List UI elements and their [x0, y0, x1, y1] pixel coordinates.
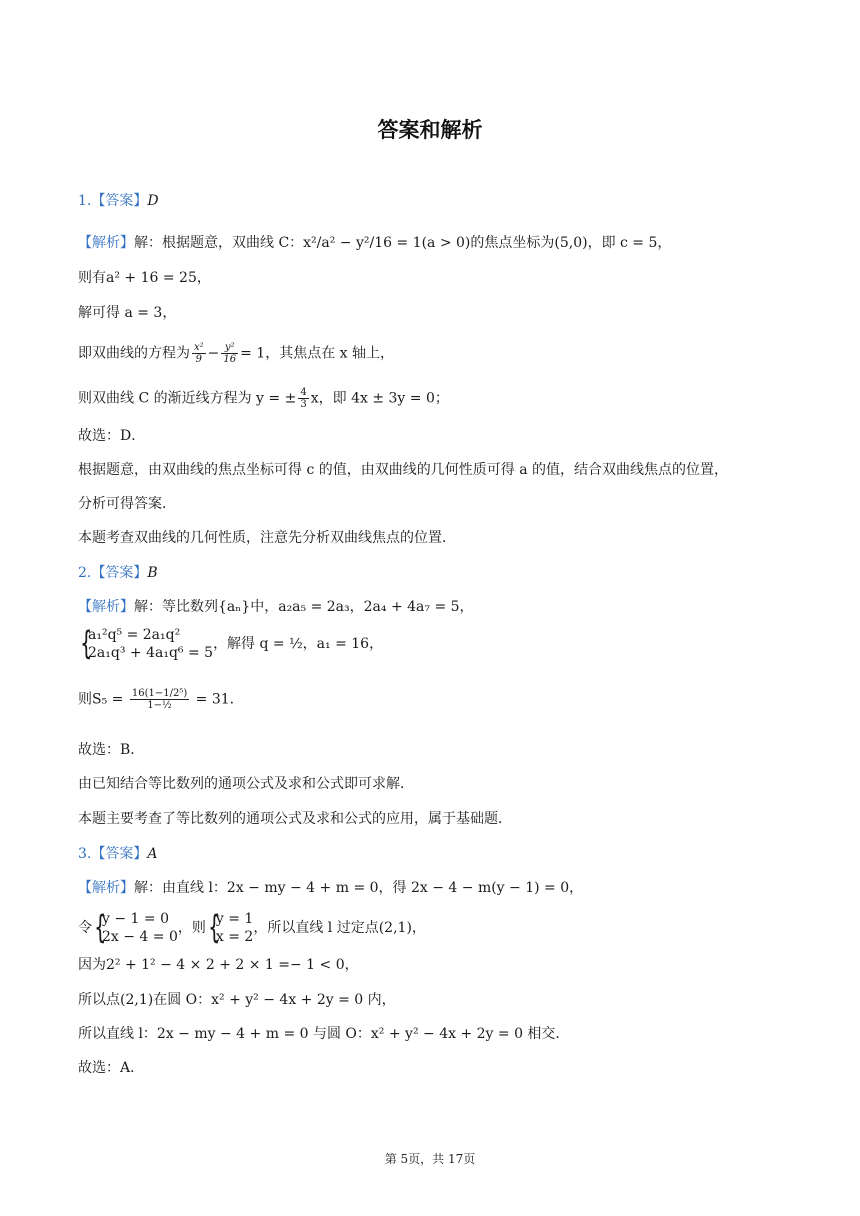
q3-text-3: 因为2² + 1² − 4 × 2 + 2 × 1 =− 1 < 0， [78, 957, 359, 973]
q2-text-6: 本题主要考查了等比数列的通项公式及求和公式的应用，属于基础题． [78, 811, 512, 827]
q1-analysis-tag: 【解析】 [78, 235, 134, 251]
q1-number: 1. [78, 193, 92, 209]
page-footer: 第 5页，共 17页 [384, 1152, 476, 1166]
q2-answer-tag: 【答案】 [91, 565, 148, 581]
q1-text-3: 解可得 a = 3， [78, 305, 177, 321]
q3-text-5: 所以直线 l：2x − my − 4 + m = 0 与圆 O：x² + y² − 4x + 2y = 0 相交． [78, 1026, 570, 1042]
q3-text-2b: ，则 [177, 920, 206, 936]
q2-text-3 [78, 688, 234, 711]
q2-equation-system: { a₁²q⁵ = 2a₁q² 2a₁q³ + 4a₁q⁶ = 5 [80, 624, 214, 662]
q2-analysis-line-1 [78, 597, 474, 617]
q3-answer-tag: 【答案】 [91, 846, 148, 862]
q3-text-2 [78, 910, 426, 946]
q2-text-1: 解：等比数列{aₙ}中，a₂a₅ = 2a₃，2a₄ + 4a₇ = 5， [134, 599, 474, 615]
q2-text-5: 由已知结合等比数列的通项公式及求和公式即可求解． [78, 776, 414, 792]
q3-heading [78, 844, 157, 864]
q1-text-7: 根据题意，由双曲线的焦点坐标可得 c 的值，由双曲线的几何性质可得 a 的值，结合双曲线焦点的位置， [78, 462, 728, 478]
q3-system-b-row-2: x = 2 [215, 929, 254, 945]
q2-sum-numerator: 16(1−1/2⁵) [131, 688, 188, 699]
q3-text-6: 故选：A． [78, 1060, 145, 1076]
q2-system-row-1: a₁²q⁵ = 2a₁q² [88, 627, 181, 643]
q1-heading [78, 191, 159, 211]
q3-text-4: 所以点(2,1)在圆 O：x² + y² − 4x + 2y = 0 内， [78, 992, 396, 1008]
q3-system-b-row-1: y = 1 [215, 911, 254, 927]
q1-text-5b: x，即 4x ± 3y = 0； [310, 390, 449, 407]
q2-analysis-tag: 【解析】 [78, 599, 134, 615]
q2-number: 2. [78, 565, 92, 581]
q3-text-2a: 令 [78, 920, 92, 936]
q3-number: 3. [78, 846, 92, 862]
q1-text-4: 即双曲线的方程为 $\frac{\text{x²}}{9}$ − $\frac{\text{y²}}{16}$ = 1，其焦点在 x 轴上， [78, 342, 395, 365]
q3-system-a: { y − 1 = 0 2x − 4 = 0 [94, 908, 178, 946]
q3-system-b: { y = 1 x = 2 [207, 908, 254, 946]
q2-text-4: 故选：B． [78, 742, 145, 758]
q2-text-3b: = 31. [195, 691, 235, 708]
q1-text-1: 解：根据题意，双曲线 C：x²/a² − y²/16 = 1(a > 0)的焦点坐标为(5,0)，即 c = 5， [134, 235, 672, 251]
q1-frac-y: $\frac{\text{y²}}{16}$ [223, 342, 237, 365]
q1-answer: D [147, 193, 159, 209]
q3-system-a-row-2: 2x − 4 = 0 [102, 929, 178, 945]
q2-heading [78, 563, 158, 583]
q1-text-4a: 即双曲线的方程为 [78, 345, 190, 362]
q2-text-2: ，解得 q = ½，a₁ = 16， [213, 636, 384, 652]
q1-answer-tag: 【答案】 [91, 193, 148, 209]
q3-answer: A [147, 846, 158, 862]
q3-analysis-tag: 【解析】 [78, 880, 134, 896]
q1-text-8: 分析可得答案． [78, 496, 176, 512]
q1-text-6: 故选：D． [78, 428, 146, 444]
q2-text-3a: 则S₅ = [78, 691, 124, 708]
q1-frac-4-3: $\frac{4}{3}$ [300, 387, 307, 410]
q2-sum-denominator: 1−½ [147, 700, 172, 711]
q1-text-2: 则有a² + 16 = 25， [78, 270, 211, 286]
q1-analysis-line-1 [78, 233, 671, 253]
q2-answer: B [147, 565, 158, 581]
q1-frac-x: $\frac{\text{x²}}{9}$ [194, 342, 204, 365]
q2-sum-fraction [130, 688, 189, 711]
q2-system-row-2: 2a₁q³ + 4a₁q⁶ = 5 [88, 645, 214, 661]
q1-text-4b: ，其焦点在 x 轴上， [265, 345, 395, 362]
q3-analysis-line-1 [78, 878, 583, 898]
q1-text-5 [78, 387, 449, 410]
q2-system-line [78, 626, 383, 662]
page-title: 答案和解析 [377, 118, 483, 142]
q1-text-9: 本题考查双曲线的几何性质，注意先分析双曲线焦点的位置． [78, 530, 456, 546]
q3-text-1: 解：由直线 l：2x − my − 4 + m = 0，得 2x − 4 − m(y − 1) = 0， [134, 880, 584, 896]
q3-system-a-row-1: y − 1 = 0 [102, 911, 169, 927]
q3-text-2c: ，所以直线 l 过定点(2,1)， [253, 920, 426, 936]
q1-text-5a: 则双曲线 C 的渐近线方程为 y = ± [78, 390, 297, 407]
